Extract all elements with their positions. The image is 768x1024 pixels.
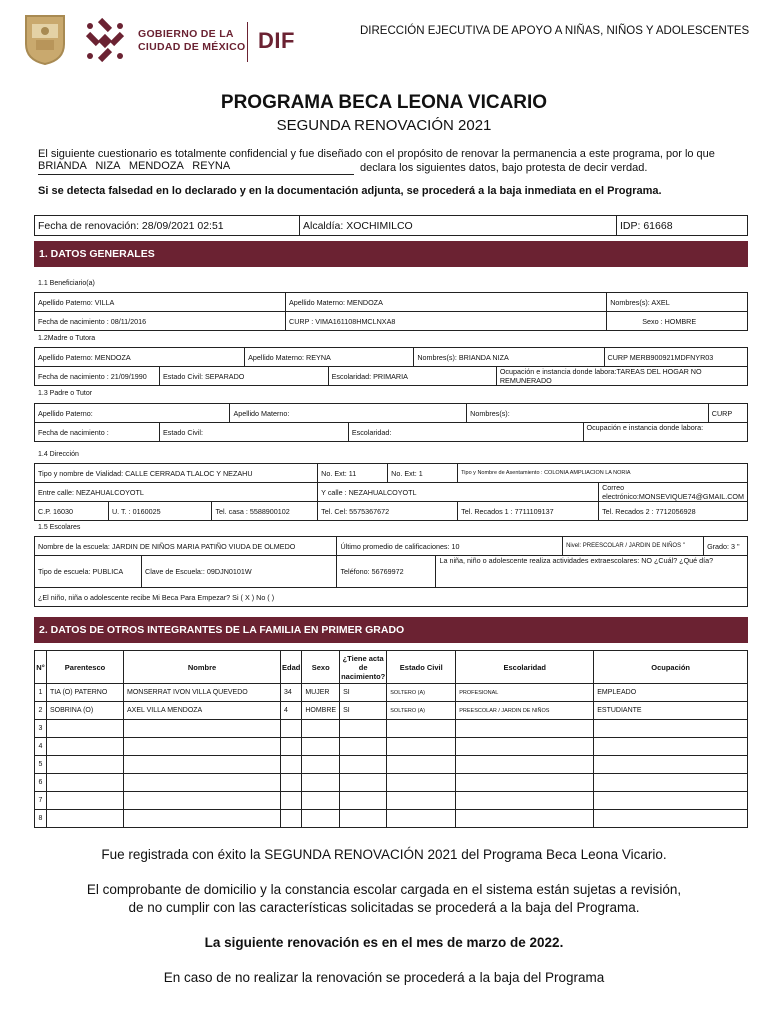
esc-extraescolares: La niña, niño o adolescente realiza actividades extraescolares: NO ¿Cuál? ¿Qué día? [436,556,748,588]
family-cell: PREESCOLAR / JARDIN DE NIÑOS [456,702,594,720]
esc-clave: Clave de Escuela:: 09DJN0101W [142,556,337,588]
section-otros-integrantes: 2. DATOS DE OTROS INTEGRANTES DE LA FAMILIA EN PRIMER GRADO [34,617,748,643]
cdmx-shield-logo [24,14,66,66]
family-cell [281,792,302,810]
family-cell [47,738,124,756]
family-cell: 5 [35,756,47,774]
family-cell [281,756,302,774]
closing-review-2: de no cumplir con las características solicitadas se procederá a la baja del Programa. [128,900,640,915]
madre-ap-materno: Apellido Materno: REYNA [245,348,414,367]
family-cell [340,774,387,792]
alcaldia: Alcaldía: XOCHIMILCO [300,216,617,236]
logo-divider [247,22,248,62]
family-row [35,702,748,720]
esc-promedio: Último promedio de calificaciones: 10 [337,537,563,556]
col-header: Edad [281,651,302,684]
family-cell [124,810,281,828]
beneficiario-table [34,292,748,331]
padre-nombres: Nombres(s): [467,404,709,423]
family-cell [387,774,456,792]
family-cell [456,756,594,774]
family-cell: SOLTERO (A) [387,684,456,702]
family-cell: SI [340,684,387,702]
page-title: PROGRAMA BECA LEONA VICARIO [220,92,548,113]
cdmx-emblem-logo [80,16,130,66]
family-cell [387,738,456,756]
family-cell [340,720,387,738]
family-cell: 4 [35,738,47,756]
dir-no-ext-2: No. Ext: 1 [388,464,458,483]
family-cell: 3 [35,720,47,738]
page-subtitle: SEGUNDA RENOVACIÓN 2021 [276,117,492,134]
family-cell: PROFESIONAL [456,684,594,702]
padre-table [34,403,748,442]
esc-mi-beca: ¿El niño, niña o adolescente recibe Mi Beca Para Empezar? Si ( X ) No ( ) [35,588,748,607]
declara-text: declara los siguientes datos, bajo protesta de decir verdad. [360,162,648,174]
family-cell: 2 [35,702,47,720]
dir-vialidad: Tipo y nombre de Vialidad: CALLE CERRADA TLALOC Y NEZAHU [35,464,318,483]
madre-fecha: Fecha de nacimiento : 21/09/1990 [35,367,160,386]
esc-nivel: Nivel: PREESCOLAR / JARDIN DE NIÑOS " [563,537,704,556]
family-cell [124,720,281,738]
family-table [34,650,748,828]
madre-civil: Estado Civil: SEPARADO [160,367,329,386]
madre-ap-paterno: Apellido Paterno: MENDOZA [35,348,245,367]
family-cell [281,720,302,738]
family-cell [124,792,281,810]
family-cell [302,810,340,828]
family-cell [302,792,340,810]
dir-tel-recado-1: Tel. Recados 1 : 7711109137 [458,502,599,521]
esc-grado: Grado: 3 " [704,537,748,556]
family-cell [594,792,748,810]
family-cell: AXEL VILLA MENDOZA [124,702,281,720]
family-cell: 7 [35,792,47,810]
col-header: N° [35,651,47,684]
family-cell [456,738,594,756]
dir-correo: Correo electrónico:MONSEVIQUE74@GMAIL.COM [599,483,748,502]
family-cell [594,810,748,828]
family-cell [124,738,281,756]
family-row [35,810,748,828]
family-cell [456,774,594,792]
intro-text: El siguiente cuestionario es totalmente confidencial y fue diseñado con el propósito de renovar la permanencia a este programa, por lo que [38,148,715,160]
family-cell [456,792,594,810]
closing-next-renewal: La siguiente renovación es en el mes de marzo de 2022. [204,935,564,950]
padre-ap-paterno: Apellido Paterno: [35,404,230,423]
col-header: Ocupación [594,651,748,684]
direccion-header: DIRECCIÓN EJECUTIVA DE APOYO A NIÑAS, NIÑOS Y ADOLESCENTES [360,25,750,37]
family-cell [281,774,302,792]
ben-ap-materno: Apellido Materno: MENDOZA [286,293,607,312]
family-row [35,684,748,702]
closing-review-1: El comprobante de domicilio y la constancia escolar cargada en el sistema están sujetas a revisión, [86,882,682,897]
family-row [35,792,748,810]
gov-line-2: CIUDAD DE MÉXICO [138,41,246,53]
family-cell: SOBRINA (O) [47,702,124,720]
family-cell: EMPLEADO [594,684,748,702]
family-cell: 34 [281,684,302,702]
direccion-table [34,463,748,521]
family-cell [340,810,387,828]
family-cell [302,738,340,756]
madre-escolaridad: Escolaridad: PRIMARIA [328,367,496,386]
family-cell: MONSERRAT IVON VILLA QUEVEDO [124,684,281,702]
family-cell [340,792,387,810]
padre-fecha: Fecha de nacimiento : [35,423,160,442]
family-cell: SI [340,702,387,720]
dir-asentamiento: Tipo y Nombre de Asentamiento : COLONIA AMPLIACION LA NORIA [458,464,748,483]
dir-cp: C.P. 16030 [35,502,109,521]
col-header: Sexo [302,651,340,684]
beneficiario-label: 1.1 Beneficiario(a) [38,280,95,287]
madre-ocupacion: Ocupación e instancia donde labora:TAREAS DEL HOGAR NO REMUNERADO [496,367,747,386]
dir-tel-casa: Tel. casa : 5588900102 [212,502,318,521]
gov-line-1: GOBIERNO DE LA [138,28,234,40]
family-cell: HOMBRE [302,702,340,720]
family-cell [456,720,594,738]
family-cell [47,756,124,774]
padre-civil: Estado Civil: [160,423,349,442]
applicant-name: BRIANDA NIZA MENDOZA REYNA [38,160,354,175]
esc-telefono: Teléfono: 56769972 [337,556,436,588]
family-cell [594,774,748,792]
family-header-row [35,651,748,684]
padre-ap-materno: Apellido Materno: [230,404,467,423]
family-cell [47,774,124,792]
dir-no-ext: No. Ext: 11 [318,464,388,483]
family-cell [47,720,124,738]
closing-success: Fue registrada con éxito la SEGUNDA RENOVACIÓN 2021 del Programa Beca Leona Vicario. [101,847,667,862]
family-cell [302,720,340,738]
warning-text: Si se detecta falsedad en lo declarado y en la documentación adjunta, se procederá a la baja inmediata en el Programa. [38,185,662,197]
family-cell [281,738,302,756]
family-cell: 6 [35,774,47,792]
dir-y-calle: Y calle : NEZAHUALCOYOTL [318,483,599,502]
col-header: Escolaridad [456,651,594,684]
padre-ocupacion: Ocupación e instancia donde labora: [583,423,748,442]
family-cell: TIA (O) PATERNO [47,684,124,702]
family-cell [340,756,387,774]
family-cell [302,774,340,792]
ben-sexo: Sexo : HOMBRE [607,312,748,331]
ben-curp: CURP : VIMA161108HMCLNXA8 [286,312,607,331]
escolares-table [34,536,748,607]
family-cell [594,738,748,756]
dif-logo: DIF [258,28,295,53]
family-row [35,738,748,756]
family-cell [594,720,748,738]
family-cell [387,792,456,810]
dir-ut: U. T. : 0160025 [108,502,212,521]
family-cell: MUJER [302,684,340,702]
family-cell [281,810,302,828]
col-header: Parentesco [47,651,124,684]
family-cell: SOLTERO (A) [387,702,456,720]
family-table-body [35,684,748,828]
col-header: Estado Civil [387,651,456,684]
dir-entre-calle: Entre calle: NEZAHUALCOYOTL [35,483,318,502]
family-cell [302,756,340,774]
direccion-label: 1.4 Dirección [38,451,79,458]
madre-table [34,347,748,386]
padre-label: 1.3 Padre o Tutor [38,390,93,397]
section-datos-generales: 1. DATOS GENERALES [34,241,748,267]
family-cell [47,810,124,828]
dir-tel-cel: Tel. Cel: 5575367672 [318,502,458,521]
renewal-date: Fecha de renovación: 28/09/2021 02:51 [35,216,300,236]
family-cell [340,738,387,756]
family-cell: 8 [35,810,47,828]
padre-escolaridad: Escolaridad: [348,423,583,442]
family-cell [387,756,456,774]
closing-baja-warning: En caso de no realizar la renovación se procederá a la baja del Programa [163,970,605,985]
family-cell: ESTUDIANTE [594,702,748,720]
idp: IDP: 61668 [617,216,748,236]
family-cell [594,756,748,774]
col-header: Nombre [124,651,281,684]
madre-label: 1.2Madre o Tutora [38,335,96,342]
ben-nombres: Nombres(s): AXEL [607,293,748,312]
esc-tipo: Tipo de escuela: PUBLICA [35,556,142,588]
madre-curp: CURP MERB900921MDFNYR03 [604,348,747,367]
ben-fecha: Fecha de nacimiento : 08/11/2016 [35,312,286,331]
family-cell [387,810,456,828]
col-header: ¿Tiene acta de nacimiento? [340,651,387,684]
esc-nombre-escuela: Nombre de la escuela: JARDIN DE NIÑOS MARIA PATIÑO VIUDA DE OLMEDO [35,537,337,556]
family-cell [387,720,456,738]
madre-nombres: Nombres(s): BRIANDA NIZA [414,348,604,367]
padre-curp: CURP [708,404,747,423]
family-cell [47,792,124,810]
family-cell [124,774,281,792]
family-row [35,720,748,738]
gov-logo-text [138,28,245,54]
family-row [35,774,748,792]
renewal-info-table [34,215,748,236]
family-cell [456,810,594,828]
escolares-label: 1.5 Escolares [38,524,81,531]
ben-ap-paterno: Apellido Paterno: VILLA [35,293,286,312]
family-row [35,756,748,774]
family-cell: 1 [35,684,47,702]
dir-tel-recado-2: Tel. Recados 2 : 7712056928 [599,502,748,521]
family-cell [124,756,281,774]
family-cell: 4 [281,702,302,720]
